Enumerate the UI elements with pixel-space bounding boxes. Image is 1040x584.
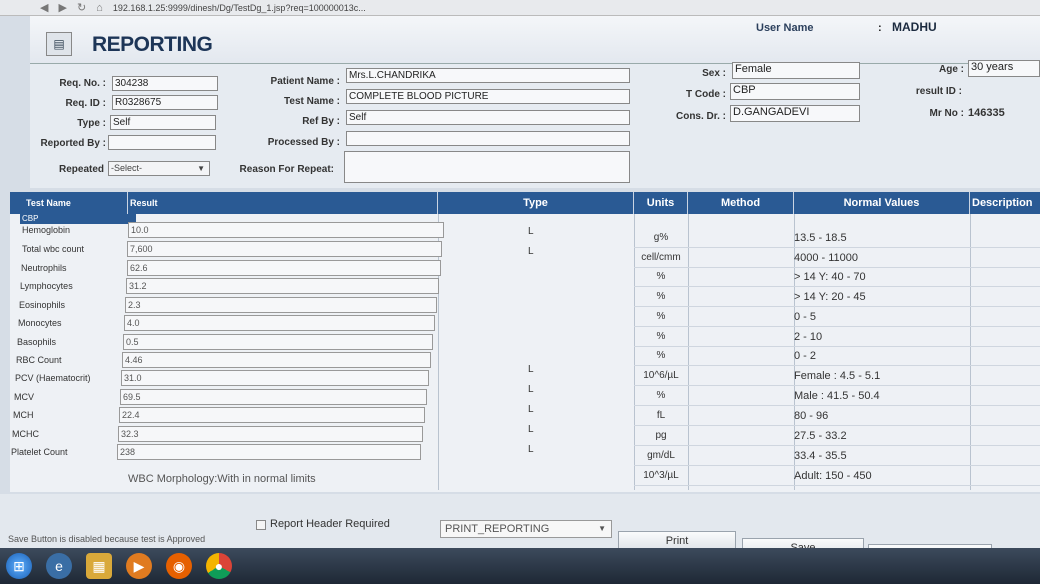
wbc-morphology-text: WBC Morphology:With in normal limits — [128, 473, 316, 485]
print-format-select[interactable] — [440, 520, 612, 538]
url-field[interactable]: 192.168.1.25:9999/dinesh/Dg/TestDg_1.jsp?req=100000013c... — [112, 2, 366, 13]
column-divider — [688, 214, 689, 490]
back-icon[interactable]: ◀ — [40, 2, 49, 14]
type-cell: L — [528, 384, 534, 395]
print-format-value: PRINT_REPORTING — [445, 523, 550, 535]
row-divider — [634, 267, 1040, 268]
result-input[interactable]: 62.6 — [127, 260, 441, 276]
save-disabled-notice: Save Button is disabled because test is Approved — [8, 534, 206, 544]
chrome-icon[interactable]: ● — [206, 553, 232, 579]
header-units: Units — [634, 192, 688, 214]
normal-values-cell: 0 - 2 — [794, 350, 817, 362]
result-input[interactable]: 31.0 — [121, 370, 429, 386]
media-player-icon[interactable]: ▶ — [126, 553, 152, 579]
user-name-colon: : — [878, 22, 882, 34]
age-field[interactable]: 30 years — [968, 60, 1040, 77]
units-cell: 10^3/µL — [643, 470, 679, 481]
header-description: Description — [972, 197, 1033, 209]
type-cell: L — [528, 424, 534, 435]
row-divider — [634, 445, 1040, 446]
units-cell: % — [656, 390, 666, 401]
reporting-logo-icon: ▤ — [46, 32, 72, 56]
reported-by-field[interactable] — [108, 135, 216, 150]
patient-info-form — [30, 61, 1040, 188]
header-normal-values: Normal Values — [794, 192, 970, 214]
result-input[interactable]: 10.0 — [128, 222, 444, 238]
type-cell: L — [528, 444, 534, 455]
normal-values-cell: > 14 Y: 20 - 45 — [794, 291, 866, 303]
ref-by-label: Ref By : — [302, 116, 340, 127]
page-title: REPORTING — [92, 33, 213, 56]
normal-values-cell: 33.4 - 35.5 — [794, 450, 847, 462]
result-input[interactable]: 2.3 — [125, 297, 437, 313]
browser-address-bar — [0, 0, 1040, 16]
req-no-label: Req. No. : — [59, 78, 106, 89]
type-cell: L — [528, 246, 534, 257]
repeated-label: Repeated — [58, 164, 104, 175]
mr-no-value: 146335 — [968, 107, 1005, 119]
tcode-label: T Code : — [686, 89, 726, 100]
column-divider — [970, 214, 971, 490]
print-button[interactable]: Print — [618, 531, 736, 551]
row-divider — [634, 306, 1040, 307]
test-name-cell: MCH — [13, 410, 34, 420]
req-id-label: Req. ID : — [65, 98, 106, 109]
normal-values-cell: 2 - 10 — [794, 331, 823, 343]
forward-icon[interactable]: ▶ — [58, 2, 67, 14]
header-test-name: Test Name — [24, 192, 128, 214]
user-name-value: MADHU — [892, 20, 937, 34]
start-button-icon[interactable]: ⊞ — [6, 553, 32, 579]
row-divider — [634, 326, 1040, 327]
req-id-field[interactable]: R0328675 — [112, 95, 218, 110]
test-name-cell: Neutrophils — [21, 263, 67, 273]
type-cell: L — [528, 364, 534, 375]
result-id-label: result ID : — [915, 86, 962, 97]
results-table — [10, 192, 1040, 492]
user-name-label: User Name — [756, 22, 814, 34]
windows-taskbar — [0, 548, 1040, 584]
table-header — [10, 192, 1040, 214]
patient-name-field[interactable]: Mrs.L.CHANDRIKA — [346, 68, 630, 83]
header-result: Result — [128, 192, 438, 214]
repeated-select-value: -Select- — [111, 163, 143, 173]
units-cell: 10^6/µL — [643, 370, 679, 381]
test-name-cell: Basophils — [17, 337, 57, 347]
header-type: Type — [438, 192, 634, 214]
units-cell: % — [656, 350, 666, 361]
normal-values-cell: 0 - 5 — [794, 311, 817, 323]
processed-by-label: Processed By : — [267, 137, 340, 148]
units-cell: pg — [655, 430, 667, 441]
ie-icon[interactable]: e — [46, 553, 72, 579]
row-divider — [634, 365, 1040, 366]
type-cell: L — [528, 226, 534, 237]
test-name-label: Test Name : — [284, 96, 340, 107]
row-divider — [634, 465, 1040, 466]
firefox-icon[interactable]: ◉ — [166, 553, 192, 579]
units-cell: % — [656, 291, 666, 302]
sex-label: Sex : — [702, 68, 726, 79]
units-cell: % — [656, 331, 666, 342]
row-divider — [634, 247, 1040, 248]
result-input[interactable]: 4.46 — [122, 352, 431, 368]
processed-by-field[interactable] — [346, 131, 630, 146]
folder-icon[interactable]: ▦ — [86, 553, 112, 579]
result-input[interactable]: 7,600 — [127, 241, 442, 257]
test-name-cell: MCHC — [12, 429, 39, 439]
ref-by-field[interactable]: Self — [346, 110, 630, 125]
row-divider — [634, 385, 1040, 386]
row-divider — [634, 425, 1040, 426]
report-header-label: Report Header Required — [270, 518, 390, 530]
type-field[interactable]: Self — [110, 115, 216, 130]
group-label-cbp: CBP — [20, 214, 136, 224]
normal-values-cell: 27.5 - 33.2 — [794, 430, 847, 442]
normal-values-cell: 4000 - 11000 — [794, 252, 859, 264]
cons-dr-field[interactable]: D.GANGADEVI — [730, 105, 860, 122]
result-input[interactable]: 0.5 — [123, 334, 433, 350]
test-name-cell: Platelet Count — [11, 447, 68, 457]
normal-values-cell: > 14 Y: 40 - 70 — [794, 271, 866, 283]
req-no-field[interactable]: 304238 — [112, 76, 218, 91]
normal-values-cell: Adult: 150 - 450 — [794, 470, 872, 482]
sex-field[interactable]: Female — [732, 62, 860, 79]
test-name-cell: Eosinophils — [19, 300, 66, 310]
test-name-cell: RBC Count — [16, 355, 62, 365]
row-divider — [634, 485, 1040, 486]
units-cell: fL — [656, 410, 666, 421]
result-input[interactable]: 31.2 — [126, 278, 439, 294]
reason-for-repeat-textarea[interactable] — [344, 151, 630, 183]
cons-dr-label: Cons. Dr. : — [675, 111, 726, 122]
chevron-down-icon: ▼ — [197, 164, 205, 173]
mr-no-label: Mr No : — [929, 108, 964, 119]
test-name-field[interactable]: COMPLETE BLOOD PICTURE — [346, 89, 630, 104]
tcode-field[interactable]: CBP — [730, 83, 860, 100]
home-icon[interactable]: ⌂ — [96, 1, 103, 14]
units-cell: gm/dL — [647, 450, 675, 461]
row-divider — [634, 405, 1040, 406]
page-header — [30, 16, 1040, 64]
reason-for-repeat-label: Reason For Repeat: — [239, 164, 334, 175]
report-header-checkbox[interactable] — [256, 520, 266, 530]
test-name-cell: Lymphocytes — [20, 281, 73, 291]
test-name-cell: Hemoglobin — [22, 225, 71, 235]
result-input[interactable]: 22.4 — [119, 407, 425, 423]
type-label: Type : — [77, 118, 106, 129]
header-method: Method — [688, 192, 794, 214]
type-cell: L — [528, 404, 534, 415]
normal-values-cell: 80 - 96 — [794, 410, 829, 422]
result-input[interactable]: 238 — [117, 444, 421, 460]
test-name-cell: Total wbc count — [22, 244, 85, 254]
age-label: Age : — [939, 64, 964, 75]
patient-name-label: Patient Name : — [270, 76, 340, 87]
repeated-select[interactable] — [108, 161, 210, 176]
test-name-cell: PCV (Haematocrit) — [15, 373, 91, 383]
normal-values-cell: 13.5 - 18.5 — [794, 232, 847, 244]
units-cell: % — [656, 311, 666, 322]
normal-values-cell: Female : 4.5 - 5.1 — [794, 370, 881, 382]
row-divider — [634, 286, 1040, 287]
normal-values-cell: Male : 41.5 - 50.4 — [794, 390, 880, 402]
reported-by-label: Reported By : — [40, 138, 106, 149]
test-name-cell: Monocytes — [18, 318, 62, 328]
test-name-cell: MCV — [14, 392, 34, 402]
result-input[interactable]: 69.5 — [120, 389, 427, 405]
reload-icon[interactable]: ↻ — [76, 2, 87, 14]
result-input[interactable]: 32.3 — [118, 426, 423, 442]
units-cell: % — [656, 271, 666, 282]
row-divider — [634, 346, 1040, 347]
units-cell: cell/cmm — [641, 252, 681, 263]
result-input[interactable]: 4.0 — [124, 315, 435, 331]
units-cell: g% — [653, 232, 669, 243]
chevron-down-icon: ▼ — [598, 524, 606, 533]
